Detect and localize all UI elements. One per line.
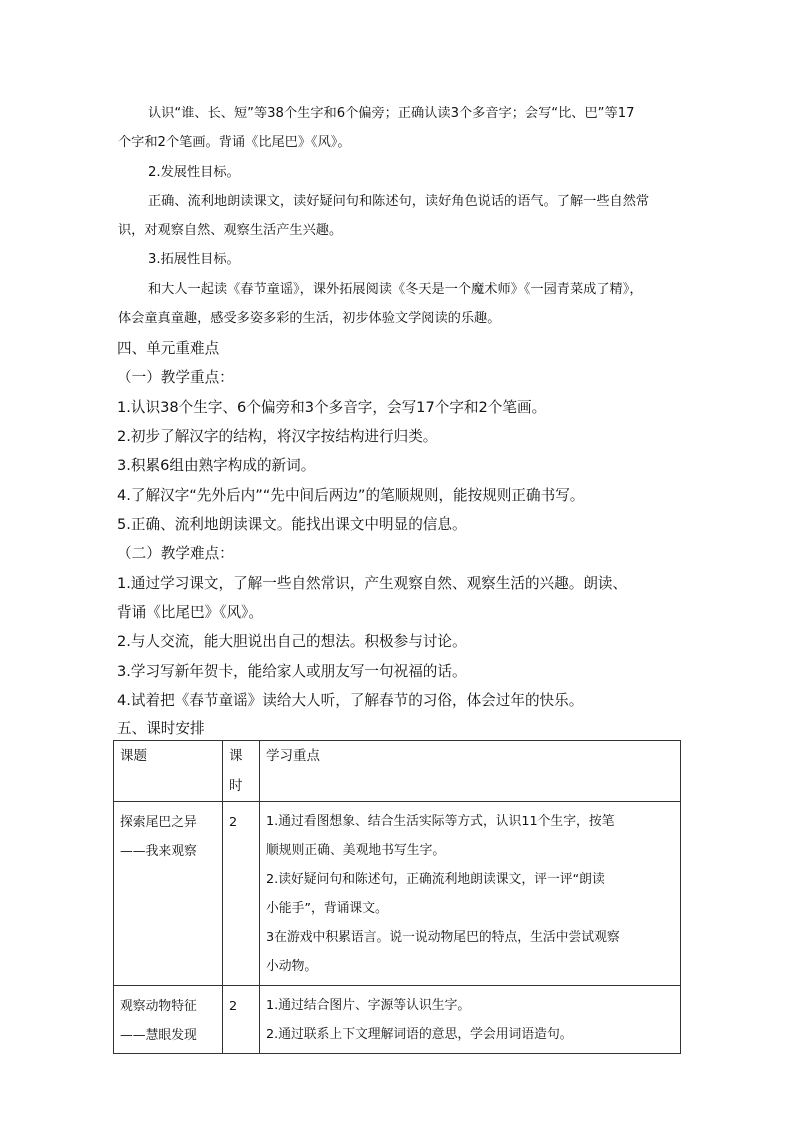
lesson-focus-cell — [260, 802, 681, 986]
focus-line: 2.通过联系上下文理解词语的意思，学会用词语造句。 — [266, 1027, 573, 1042]
lesson-title-cell — [114, 802, 223, 986]
focus-line: 顺规则正确、美观地书写生字。 — [266, 843, 446, 858]
focus-line: 3在游戏中积累语言。说一说动物尾巴的特点，生活中尝试观察 — [266, 930, 620, 945]
ext-goal-line-1: 和大人一起读《春节童谣》，课外拓展阅读《冬天是一个魔术师》《一园青菜成了精》， — [148, 282, 643, 297]
basic-goal-line-1: 认识“谁、长、短”等38个生字和6个偏旁；正确认读3个多音字；会写“比、巴”等17 — [148, 106, 635, 121]
focus-item: 3.积累6组由熟字构成的新词。 — [117, 457, 316, 474]
dev-goal-line-2: 识，对观察自然、观察生活产生兴趣。 — [118, 223, 343, 238]
lesson-hours: 2 — [223, 986, 260, 1054]
focus-item: 4.了解汉字“先外后内”“先中间后两边”的笔顺规则，能按规则正确书写。 — [117, 487, 585, 504]
lesson-title: 观察动物特征 — [120, 999, 197, 1014]
difficulty-item-1-line-1: 1.通过学习课文，了解一些自然常识，产生观察自然、观察生活的兴趣。朗读、 — [117, 575, 628, 592]
table-row — [114, 802, 681, 986]
difficulty-heading: （二）教学难点： — [117, 545, 234, 562]
focus-line: 小动物。 — [266, 959, 318, 974]
focus-line: 2.读好疑问句和陈述句，正确流利地朗读课文，评一评“朗读 — [266, 872, 605, 887]
lesson-hours: 2 — [223, 802, 260, 986]
column-header: 学习重点 — [260, 741, 681, 802]
ext-goal-heading: 3.拓展性目标。 — [148, 252, 240, 267]
column-header: 课时 — [223, 741, 260, 802]
focus-item: 1.认识38个生字、6个偏旁和3个多音字，会写17个字和2个笔画。 — [117, 399, 547, 416]
lesson-schedule-table — [113, 740, 681, 1054]
section-4-heading: 四、单元重难点 — [117, 340, 220, 357]
basic-goal-line-2: 个字和2个笔画。背诵《比尾巴》《风》。 — [118, 135, 351, 150]
lesson-subtitle: ——我来观察 — [120, 844, 197, 859]
section-5-heading: 五、课时安排 — [117, 720, 205, 737]
ext-goal-line-2: 体会童真童趣，感受多姿多彩的生活，初步体验文学阅读的乐趣。 — [118, 311, 501, 326]
lesson-title-cell — [114, 986, 223, 1054]
difficulty-item: 3.学习写新年贺卡，能给家人或朋友写一句祝福的话。 — [117, 663, 467, 680]
column-header: 课题 — [114, 741, 223, 802]
difficulty-item: 2.与人交流，能大胆说出自己的想法。积极参与讨论。 — [117, 633, 467, 650]
focus-line: 小能手”，背诵课文。 — [266, 901, 388, 916]
focus-line: 1.通过看图想象、结合生活实际等方式，认识11个生字，按笔 — [266, 814, 615, 829]
dev-goal-line-1: 正确、流利地朗读课文，读好疑问句和陈述句，读好角色说话的语气。了解一些自然常 — [148, 194, 650, 209]
focus-heading: （一）教学重点： — [117, 369, 234, 386]
table-row — [114, 986, 681, 1054]
lesson-focus-cell — [260, 986, 681, 1054]
focus-item: 2.初步了解汉字的结构，将汉字按结构进行归类。 — [117, 428, 438, 445]
dev-goal-heading: 2.发展性目标。 — [148, 165, 240, 180]
table-header-row — [114, 741, 681, 802]
difficulty-item: 4.试着把《春节童谣》读给大人听，了解春节的习俗，体会过年的快乐。 — [117, 692, 584, 709]
difficulty-item-1-line-2: 背诵《比尾巴》《风》。 — [117, 604, 263, 621]
focus-line: 1.通过结合图片、字源等认识生字。 — [266, 998, 471, 1013]
lesson-title: 探索尾巴之异 — [120, 815, 197, 830]
focus-item: 5.正确、流利地朗读课文。能找出课文中明显的信息。 — [117, 516, 467, 533]
lesson-subtitle: ——慧眼发现 — [120, 1028, 197, 1043]
